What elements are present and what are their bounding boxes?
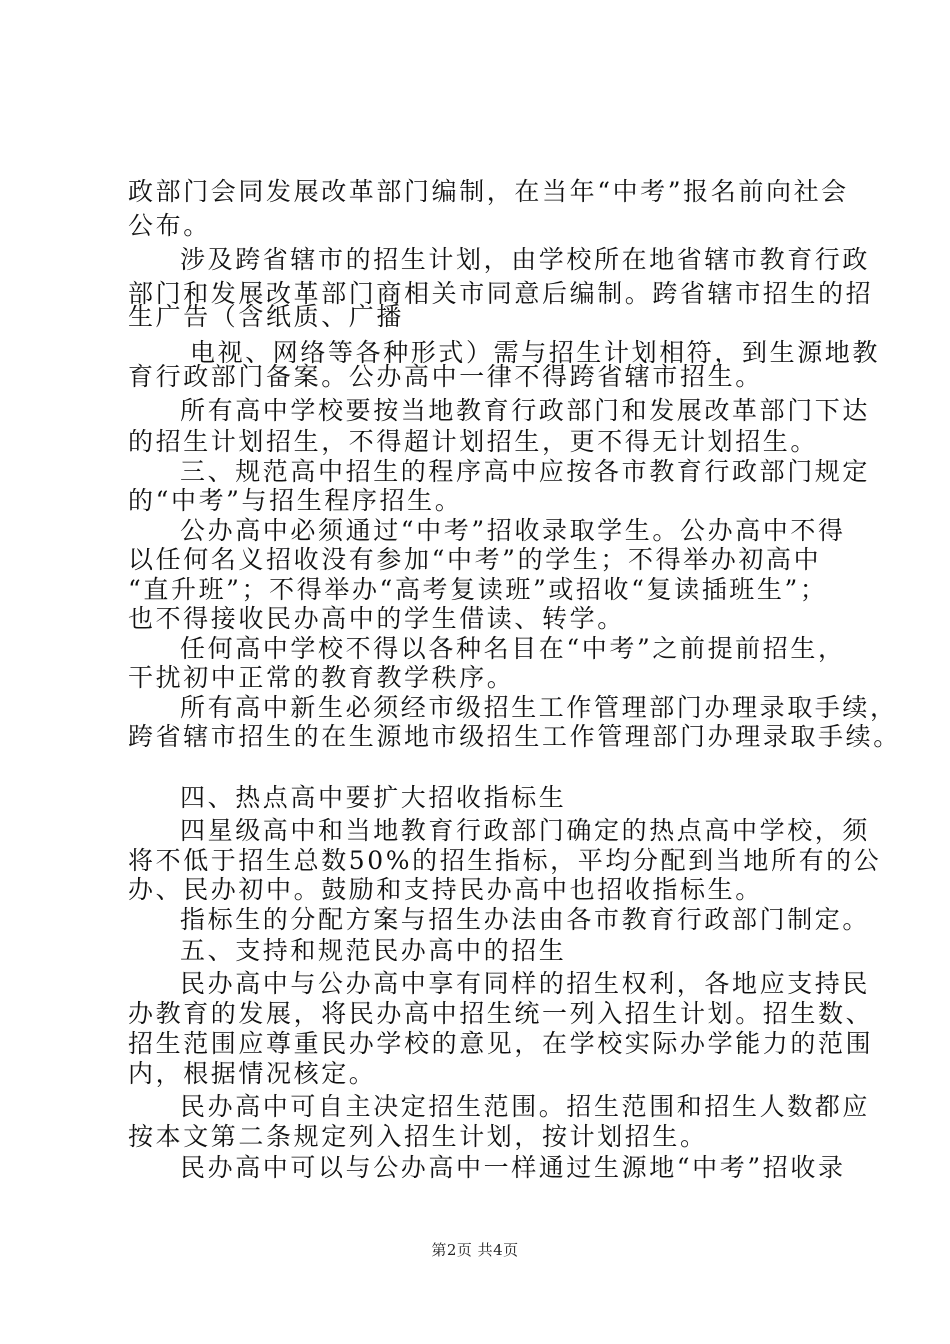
text-line: 跨省辖市招生的在生源地市级招生工作管理部门办理录取手续。 — [128, 722, 901, 751]
text-line: 所有高中新生必须经市级招生工作管理部门办理录取手续， — [180, 693, 898, 722]
text-line: 育行政部门备案。公办高中一律不得跨省辖市招生。 — [128, 362, 763, 391]
text-line: 以任何名义招收没有参加“中考”的学生；不得举办初高中 — [128, 545, 822, 574]
text-line: 办教育的发展，将民办高中招生统一列入招生计划。招生数、 — [128, 999, 874, 1028]
text-line: 的招生计划招生，不得超计划招生，更不得无计划招生。 — [128, 427, 819, 456]
page-number-footer: 第2页 共4页 — [431, 1241, 519, 1259]
text-line: 民办高中可以与公办高中一样通过生源地“中考”招收录 — [180, 1153, 846, 1182]
text-line: 部门和发展改革部门商相关市同意后编制。跨省辖市招生的招 — [128, 279, 874, 308]
text-line: 办、民办初中。鼓励和支持民办高中也招收指标生。 — [128, 875, 763, 904]
text-line: 生广告（含纸质、广播 — [128, 302, 405, 331]
text-line: 政部门会同发展改革部门编制，在当年“中考”报名前向社会 — [128, 177, 849, 206]
text-line: 任何高中学校不得以各种名目在“中考”之前提前招生， — [180, 634, 846, 663]
text-line: 将不低于招生总数50%的招生指标，平均分配到当地所有的公 — [128, 846, 882, 875]
text-line: 公布。 — [128, 211, 211, 240]
text-line: 四星级高中和当地教育行政部门确定的热点高中学校，须 — [180, 816, 871, 845]
text-line: 招生范围应尊重民办学校的意见，在学校实际办学能力的范围 — [128, 1029, 874, 1058]
text-line: 公办高中必须通过“中考”招收录取学生。公办高中不得 — [180, 516, 846, 545]
section-heading: 五、支持和规范民办高中的招生 — [180, 936, 567, 965]
text-line: 民办高中与公办高中享有同样的招生权利，各地应支持民 — [180, 969, 871, 998]
text-line: 涉及跨省辖市的招生计划，由学校所在地省辖市教育行政 — [180, 245, 871, 274]
text-line: 干扰初中正常的教育教学秩序。 — [128, 663, 515, 692]
text-line: 民办高中可自主决定招生范围。招生范围和招生人数都应 — [180, 1092, 871, 1121]
text-line: 电视、网络等各种形式）需与招生计划相符，到生源地教 — [190, 338, 881, 367]
text-line: “直升班”；不得举办“高考复读班”或招收“复读插班生”； — [128, 575, 828, 604]
text-line: 按本文第二条规定列入招生计划，按计划招生。 — [128, 1122, 708, 1151]
text-line: 三、规范高中招生的程序高中应按各市教育行政部门规定 — [180, 457, 871, 486]
text-line: 指标生的分配方案与招生办法由各市教育行政部门制定。 — [180, 905, 871, 934]
text-line: 也不得接收民办高中的学生借读、转学。 — [128, 604, 625, 633]
section-heading: 四、热点高中要扩大招收指标生 — [180, 783, 567, 812]
text-line: 的“中考”与招生程序招生。 — [128, 486, 463, 515]
text-line: 内，根据情况核定。 — [128, 1059, 377, 1088]
text-line: 所有高中学校要按当地教育行政部门和发展改革部门下达 — [180, 396, 871, 425]
